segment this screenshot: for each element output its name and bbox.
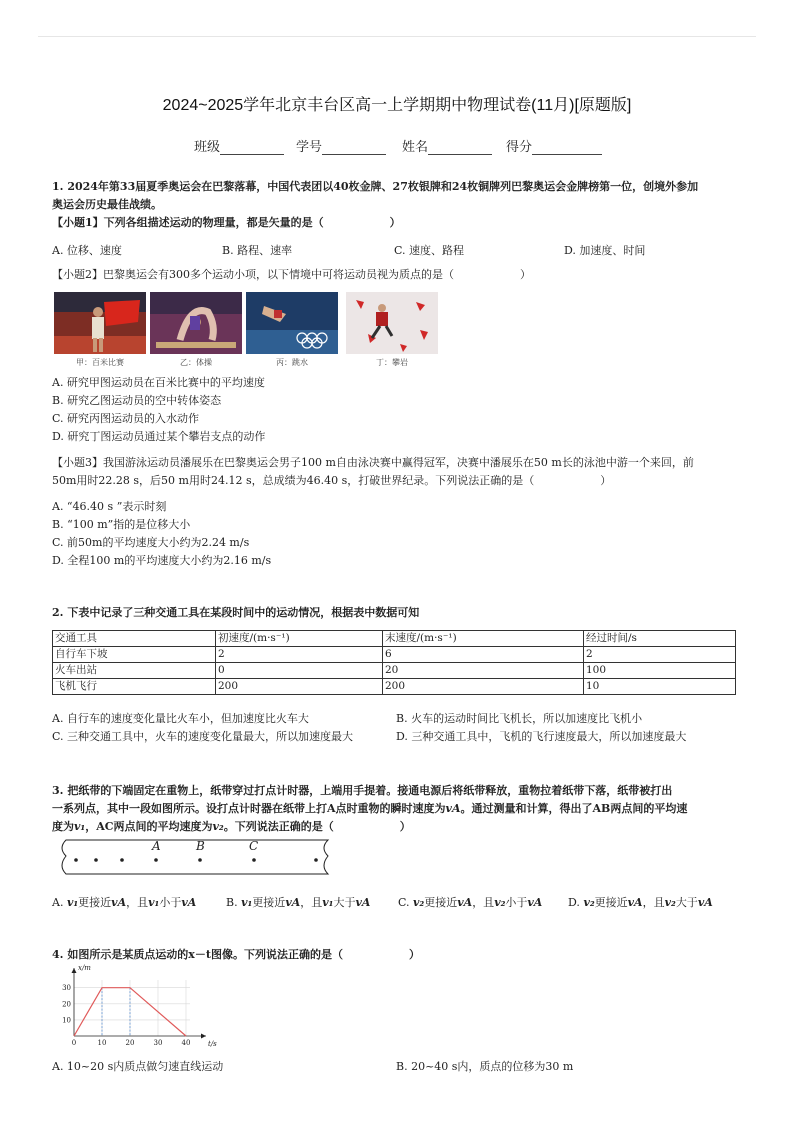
y-tick-label: 20 (62, 1000, 71, 1009)
class-field (194, 136, 284, 155)
symbol-v1: v₁ (74, 820, 86, 833)
table-cell: 100 (584, 663, 736, 679)
page-title: 2024~2025学年北京丰台区高一上学期期中物理试卷(11月)[原题版] (162, 97, 632, 114)
tape-label-c: C (249, 839, 259, 853)
tape-label-b: B (196, 839, 205, 853)
tape-dot-b (198, 858, 202, 862)
q1-sub1-label: 【小题1】 (52, 216, 104, 229)
q1-stem-line2: 奥运会历史最佳战绩。 (52, 198, 162, 211)
symbol-va: vA (527, 896, 543, 909)
option-text: ，且 (642, 896, 665, 909)
q3-line3-c: 。下列说法正确的是（ ） (223, 820, 411, 833)
score-field (506, 136, 602, 155)
y-axis-label: x/m (78, 964, 91, 972)
q3-line3-a: 度为 (52, 820, 74, 833)
q1-sub2-option-a[interactable]: A. 研究甲图运动员在百米比赛中的平均速度 (52, 376, 265, 389)
score-blank[interactable] (532, 140, 602, 155)
tape-dot-a (154, 858, 158, 862)
option-text: 大于 (333, 896, 356, 909)
class-label: 班级 (194, 139, 221, 154)
symbol-v1: v₁ (148, 896, 160, 909)
q1-sub1-option-b[interactable]: B. 路程、速率 (222, 244, 293, 257)
table-cell: 火车出站 (53, 663, 216, 679)
option-text: 更接近 (78, 896, 112, 909)
q3-line1: 3. 把纸带的下端固定在重物上，纸带穿过打点计时器，上端用手提着。接通电源后将纸带释放，重物拉着纸带下落，纸带被打出 (52, 784, 673, 797)
q1-sub3-option-a[interactable]: A. “46.40 s ”表示时刻 (52, 500, 167, 513)
symbol-v1: v₁ (322, 896, 334, 909)
table-cell: 2 (584, 647, 736, 663)
table-cell: 0 (216, 663, 383, 679)
q2-option-d[interactable]: D. 三种交通工具中，飞机的飞行速度最大，所以加速度最大 (396, 730, 687, 743)
q1-sub3-line2: 50m用时22.28 s，后50 m用时24.12 s，总成绩为46.40 s，打破世界纪录。下列说法正确的是（ ） (52, 474, 612, 487)
symbol-va: vA (697, 896, 713, 909)
q1-sub1-text: 下列各组描述运动的物理量，都是矢量的是（ ） (103, 216, 401, 229)
tape-dot (120, 858, 124, 862)
q3-option-a[interactable] (52, 894, 222, 912)
symbol-v2: v₂ (494, 896, 506, 909)
class-blank[interactable] (220, 140, 284, 155)
name-field (402, 136, 492, 155)
x-tick-label: 10 (97, 1039, 107, 1047)
option-text: 大于 (675, 896, 698, 909)
option-text: ，且 (126, 896, 149, 909)
q3-option-d[interactable] (568, 894, 744, 912)
caption-diving: 丙：跳水 (276, 358, 308, 367)
tape-dot (74, 858, 78, 862)
symbol-va: vA (111, 896, 127, 909)
top-rule (38, 36, 756, 37)
tape-dot (314, 858, 318, 862)
q4-stem: 4. 如图所示是某质点运动的x－t图像。下列说法正确的是（ ） (52, 948, 420, 961)
symbol-v2: v₂ (664, 896, 676, 909)
table-header-cell: 交通工具 (53, 631, 216, 647)
q1-sub2-option-d[interactable]: D. 研究丁图运动员通过某个攀岩支点的动作 (52, 430, 266, 443)
y-axis-arrow (72, 968, 77, 973)
table-cell: 6 (383, 647, 584, 663)
option-text: 小于 (505, 896, 528, 909)
q3-line2-a: 一系列点，其中一段如图所示。设打点计时器在纸带上打A点时重物的瞬时速度为 (52, 802, 446, 815)
table-row (53, 663, 736, 679)
q3-line2 (52, 800, 742, 818)
q1-sub1 (52, 214, 742, 232)
symbol-va: vA (355, 896, 371, 909)
option-text: 小于 (159, 896, 182, 909)
q1-sub3-option-b[interactable]: B. “100 m”指的是位移大小 (52, 518, 191, 531)
symbol-va: vA (181, 896, 197, 909)
tape-label-a: A (152, 839, 161, 853)
option-text: ，且 (300, 896, 323, 909)
q1-sub3-option-c[interactable]: C. 前50m的平均速度大小约为2.24 m/s (52, 536, 250, 549)
table-header-cell: 初速度/(m·s⁻¹) (216, 631, 383, 647)
q1-sub2-text: 【小题2】巴黎奥运会有300多个运动小项，以下情境中可将运动员视为质点的是（ ） (52, 268, 531, 281)
option-letter: C. (398, 896, 410, 909)
symbol-va: vA (457, 896, 473, 909)
x-axis-arrow (201, 1034, 206, 1039)
id-blank[interactable] (322, 140, 386, 155)
table-cell: 2 (216, 647, 383, 663)
option-letter: B. (226, 896, 238, 909)
table-header-row (53, 631, 736, 647)
x-axis-label: t/s (208, 1040, 217, 1048)
symbol-va: vA (445, 802, 461, 815)
table-cell: 10 (584, 679, 736, 695)
option-text: 更接近 (252, 896, 286, 909)
option-letter: D. (568, 896, 580, 909)
symbol-v2: v₂ (413, 896, 425, 909)
table-row (53, 647, 736, 663)
q1-sub2-option-b[interactable]: B. 研究乙图运动员的空中转体姿态 (52, 394, 222, 407)
xt-graph (60, 964, 217, 1048)
symbol-v2: v₂ (583, 896, 595, 909)
q2-table (52, 630, 736, 695)
q3-line3 (52, 818, 742, 836)
table-cell: 飞机飞行 (53, 679, 216, 695)
x-tick-label: 0 (71, 1039, 77, 1047)
table-cell: 200 (216, 679, 383, 695)
q1-sub2-option-c[interactable]: C. 研究丙图运动员的入水动作 (52, 412, 200, 425)
paper-tape-diagram (58, 836, 332, 878)
table-header-cell: 末速度/(m·s⁻¹) (383, 631, 584, 647)
symbol-va: vA (627, 896, 643, 909)
caption-gymnastics: 乙：体操 (180, 358, 212, 367)
y-tick-label: 10 (62, 1016, 71, 1025)
x-tick-label: 20 (125, 1039, 135, 1047)
q2-option-a[interactable]: A. 自行车的速度变化量比火车小，但加速度比火车大 (52, 712, 309, 725)
q2-option-c[interactable]: C. 三种交通工具中，火车的速度变化量最大，所以加速度最大 (52, 730, 354, 743)
option-text: ，且 (472, 896, 495, 909)
name-blank[interactable] (428, 140, 492, 155)
q1-sub1-option-d[interactable]: D. 加速度、时间 (564, 244, 646, 257)
table-cell: 200 (383, 679, 584, 695)
q3-line3-b: ，AC两点间的平均速度为 (85, 820, 213, 833)
y-tick-label: 30 (62, 984, 71, 993)
q1-sub1-options (52, 242, 742, 260)
tape-dot (94, 858, 98, 862)
score-label: 得分 (506, 139, 533, 154)
q1-sub1-option-a[interactable]: A. 位移、速度 (52, 244, 122, 257)
q1-sub1-option-c[interactable]: C. 速度、路程 (394, 244, 465, 257)
option-text: 更接近 (424, 896, 458, 909)
symbol-v2: v₂ (212, 820, 224, 833)
photo-gymnastics (150, 292, 242, 354)
table-cell: 自行车下坡 (53, 647, 216, 663)
q1-stem-line1: 1. 2024年第33届夏季奥运会在巴黎落幕，中国代表团以40枚金牌、27枚银牌和24枚铜牌列巴黎奥运会金牌榜第一位，创境外参加 (52, 180, 699, 193)
x-tick-label: 30 (153, 1039, 163, 1047)
option-letter: A. (52, 896, 64, 909)
q4-option-b[interactable]: B. 20~40 s内，质点的位移为30 m (396, 1060, 574, 1073)
photo-diving (246, 292, 338, 354)
photo-climbing (346, 292, 438, 354)
q3-option-c[interactable] (398, 894, 568, 912)
q3-option-b[interactable] (226, 894, 396, 912)
symbol-v1: v₁ (241, 896, 253, 909)
id-field (296, 136, 386, 155)
table-cell: 20 (383, 663, 584, 679)
caption-sprint: 甲：百米比赛 (76, 358, 124, 367)
table-header-cell: 经过时间/s (584, 631, 736, 647)
option-text: 更接近 (594, 896, 628, 909)
id-label: 学号 (296, 139, 323, 154)
symbol-v1: v₁ (66, 896, 79, 909)
table-row (53, 679, 736, 695)
q2-option-b[interactable]: B. 火车的运动时间比飞机长，所以加速度比飞机小 (396, 712, 643, 725)
q1-sub3-option-d[interactable]: D. 全程100 m的平均速度大小约为2.16 m/s (52, 554, 272, 567)
photo-sprint (54, 292, 146, 354)
name-label: 姓名 (402, 139, 429, 154)
tape-dot-c (252, 858, 256, 862)
x-tick-label: 40 (181, 1039, 191, 1047)
symbol-va: vA (285, 896, 301, 909)
q4-option-a[interactable]: A. 10~20 s内质点做匀速直线运动 (52, 1060, 224, 1073)
q2-stem: 2. 下表中记录了三种交通工具在某段时间中的运动情况，根据表中数据可知 (52, 606, 420, 619)
q1-sub3-line1: 【小题3】我国游泳运动员潘展乐在巴黎奥运会男子100 m自由泳决赛中赢得冠军，决赛中潘展乐在50 m长的泳池中游一个来回，前 (52, 456, 694, 469)
caption-climbing: 丁：攀岩 (376, 358, 408, 367)
q3-line2-b: 。通过测量和计算，得出了AB两点间的平均速 (460, 802, 688, 815)
